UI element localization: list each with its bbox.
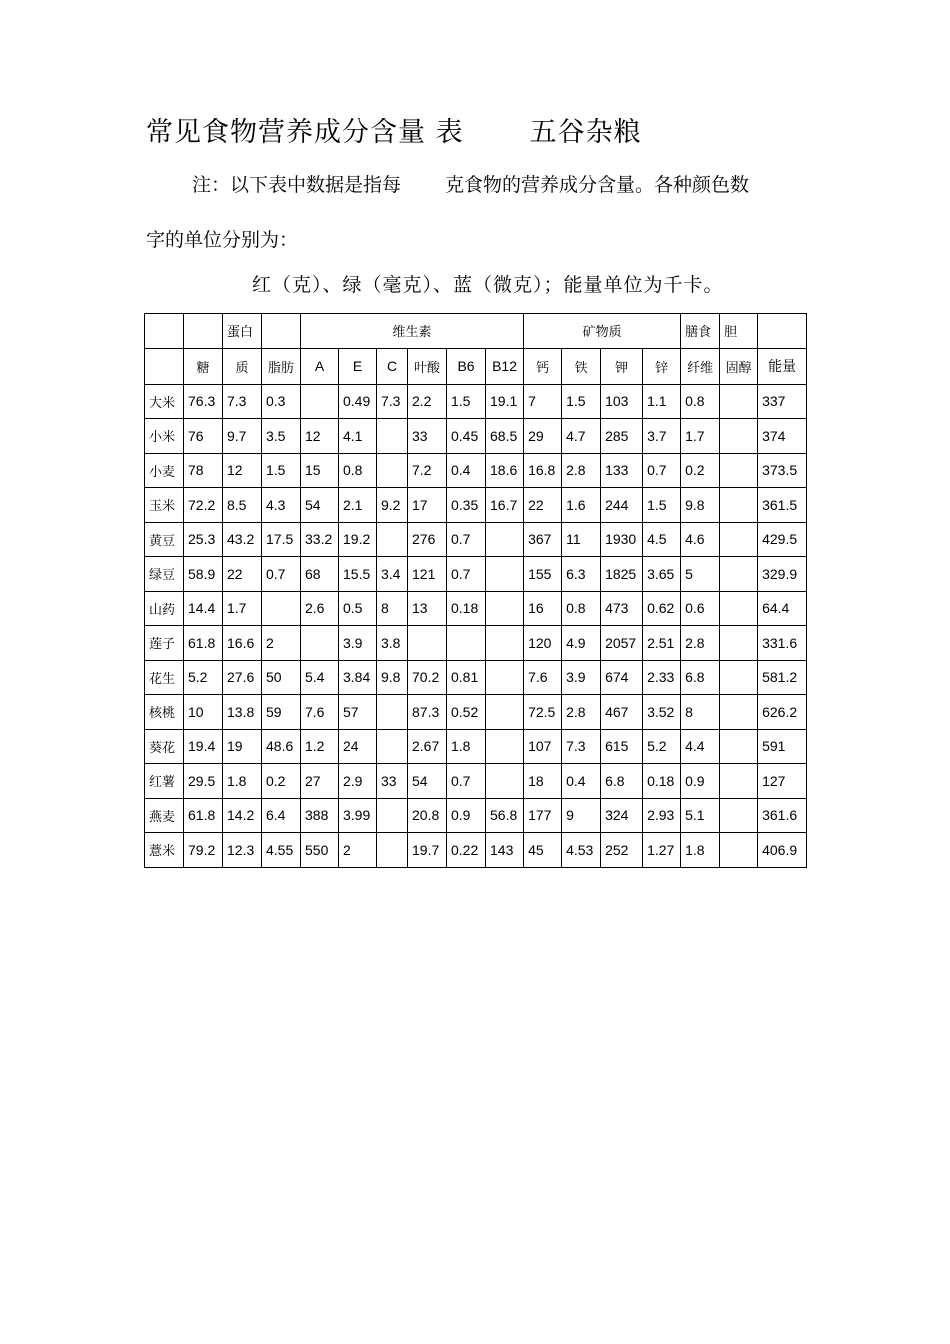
table-cell	[720, 557, 758, 592]
table-row	[145, 419, 807, 454]
table-cell: 0.81	[447, 660, 486, 695]
table-cell: 1.5	[262, 453, 301, 488]
table-cell: 27	[301, 764, 339, 799]
table-cell	[720, 384, 758, 419]
table-cell: 0.5	[339, 591, 377, 626]
header-minerals: 矿物质	[524, 314, 681, 349]
table-cell: 72.2	[184, 488, 223, 523]
table-cell: 22	[223, 557, 262, 592]
table-cell: 0.7	[447, 764, 486, 799]
table-cell: 5.2	[184, 660, 223, 695]
table-cell	[720, 591, 758, 626]
table-cell: 1.27	[643, 833, 681, 868]
table-cell: 33	[377, 764, 408, 799]
table-cell: 3.9	[562, 660, 601, 695]
table-cell: 8.5	[223, 488, 262, 523]
header-empty	[758, 314, 807, 349]
table-cell: 9.8	[681, 488, 720, 523]
table-cell: 4.6	[681, 522, 720, 557]
table-cell: 591	[758, 729, 807, 764]
table-cell: 58.9	[184, 557, 223, 592]
header-empty	[262, 314, 301, 349]
table-cell	[720, 522, 758, 557]
table-cell	[447, 626, 486, 661]
table-row	[145, 591, 807, 626]
table-cell	[720, 419, 758, 454]
table-cell: 12	[301, 419, 339, 454]
table-cell	[377, 833, 408, 868]
table-cell: 285	[601, 419, 643, 454]
table-cell: 1825	[601, 557, 643, 592]
table-cell: 19.4	[184, 729, 223, 764]
table-cell	[408, 626, 447, 661]
table-cell: 70.2	[408, 660, 447, 695]
table-cell: 0.7	[447, 522, 486, 557]
title-category: 五谷杂粮	[529, 117, 642, 148]
table-row	[145, 488, 807, 523]
table-cell: 45	[524, 833, 562, 868]
table-cell: 25.3	[184, 522, 223, 557]
table-cell: 0.8	[339, 453, 377, 488]
table-cell: 9.7	[223, 419, 262, 454]
table-cell: 103	[601, 384, 643, 419]
header-empty	[184, 314, 223, 349]
table-cell	[486, 660, 524, 695]
table-cell: 2	[339, 833, 377, 868]
food-name-cell: 大米	[145, 384, 184, 419]
table-cell: 6.4	[262, 798, 301, 833]
table-cell: 18	[524, 764, 562, 799]
table-cell: 361.5	[758, 488, 807, 523]
table-cell: 127	[758, 764, 807, 799]
table-cell: 7.2	[408, 453, 447, 488]
table-cell: 18.6	[486, 453, 524, 488]
table-cell: 14.2	[223, 798, 262, 833]
table-cell: 4.55	[262, 833, 301, 868]
food-name-cell: 黄豆	[145, 522, 184, 557]
table-cell: 19	[223, 729, 262, 764]
table-cell: 406.9	[758, 833, 807, 868]
table-cell: 6.8	[601, 764, 643, 799]
table-cell: 4.53	[562, 833, 601, 868]
food-name-cell: 葵花	[145, 729, 184, 764]
table-cell: 61.8	[184, 626, 223, 661]
table-cell: 13.8	[223, 695, 262, 730]
column-header: 脂肪	[262, 348, 301, 384]
table-cell: 2	[262, 626, 301, 661]
table-cell: 0.4	[562, 764, 601, 799]
table-cell: 331.6	[758, 626, 807, 661]
nutrition-table	[144, 313, 807, 868]
units-note: 红（克）、绿（毫克）、蓝（微克）；能量单位为千卡。	[252, 274, 724, 296]
table-cell: 252	[601, 833, 643, 868]
header-row-1	[145, 314, 807, 349]
table-cell	[301, 384, 339, 419]
table-cell: 3.9	[339, 626, 377, 661]
table-cell: 4.4	[681, 729, 720, 764]
food-name-cell: 山药	[145, 591, 184, 626]
table-cell: 388	[301, 798, 339, 833]
table-cell: 7.3	[562, 729, 601, 764]
table-cell: 3.52	[643, 695, 681, 730]
food-name-cell: 小麦	[145, 453, 184, 488]
table-cell	[262, 591, 301, 626]
column-header: C	[377, 348, 408, 384]
table-cell: 15.5	[339, 557, 377, 592]
table-cell: 2.8	[681, 626, 720, 661]
table-cell: 0.2	[681, 453, 720, 488]
table-cell: 337	[758, 384, 807, 419]
table-cell: 3.8	[377, 626, 408, 661]
table-cell	[720, 729, 758, 764]
table-cell: 59	[262, 695, 301, 730]
table-cell	[377, 695, 408, 730]
food-name-cell: 燕麦	[145, 798, 184, 833]
table-cell: 12	[223, 453, 262, 488]
note-line-1-part-b: 克食物的营养成分含量。各种颜色数	[445, 174, 750, 196]
table-cell: 1.1	[643, 384, 681, 419]
table-cell	[720, 626, 758, 661]
header-vitamins: 维生素	[301, 314, 524, 349]
table-cell: 78	[184, 453, 223, 488]
table-cell: 57	[339, 695, 377, 730]
table-row	[145, 384, 807, 419]
table-cell: 17.5	[262, 522, 301, 557]
page-title	[146, 110, 642, 149]
table-cell: 76	[184, 419, 223, 454]
table-cell: 0.7	[262, 557, 301, 592]
column-header: A	[301, 348, 339, 384]
food-name-cell: 莲子	[145, 626, 184, 661]
table-cell: 29	[524, 419, 562, 454]
table-cell: 68	[301, 557, 339, 592]
note-line-1	[192, 170, 749, 197]
table-row	[145, 833, 807, 868]
table-cell: 3.7	[643, 419, 681, 454]
table-cell: 2.8	[562, 695, 601, 730]
table-cell	[377, 522, 408, 557]
table-cell: 674	[601, 660, 643, 695]
table-cell: 13	[408, 591, 447, 626]
title-main: 常见食物营养成分含量 表	[146, 117, 464, 148]
table-cell: 16.6	[223, 626, 262, 661]
table-row	[145, 695, 807, 730]
table-row	[145, 729, 807, 764]
table-cell: 0.7	[447, 557, 486, 592]
table-cell: 16.7	[486, 488, 524, 523]
table-cell: 1.7	[681, 419, 720, 454]
table-cell: 3.4	[377, 557, 408, 592]
header-fiber-top: 膳食	[681, 314, 720, 349]
column-header: E	[339, 348, 377, 384]
table-cell: 3.65	[643, 557, 681, 592]
table-cell: 5.1	[681, 798, 720, 833]
table-cell: 19.7	[408, 833, 447, 868]
table-cell: 72.5	[524, 695, 562, 730]
table-cell: 324	[601, 798, 643, 833]
table-cell: 19.2	[339, 522, 377, 557]
table-cell: 19.1	[486, 384, 524, 419]
table-cell: 361.6	[758, 798, 807, 833]
table-cell: 2.67	[408, 729, 447, 764]
header-protein-top: 蛋白	[223, 314, 262, 349]
column-header: 质	[223, 348, 262, 384]
food-name-cell: 玉米	[145, 488, 184, 523]
table-cell: 5.2	[643, 729, 681, 764]
table-cell: 367	[524, 522, 562, 557]
column-header: 钾	[601, 348, 643, 384]
table-cell: 0.8	[562, 591, 601, 626]
table-cell: 155	[524, 557, 562, 592]
table-cell	[720, 833, 758, 868]
table-cell: 276	[408, 522, 447, 557]
header-empty	[145, 348, 184, 384]
table-cell: 467	[601, 695, 643, 730]
table-cell: 3.99	[339, 798, 377, 833]
table-cell: 0.49	[339, 384, 377, 419]
table-cell: 0.4	[447, 453, 486, 488]
table-cell: 121	[408, 557, 447, 592]
table-cell: 0.2	[262, 764, 301, 799]
table-cell: 550	[301, 833, 339, 868]
table-cell: 33.2	[301, 522, 339, 557]
table-cell	[486, 729, 524, 764]
header-empty	[145, 314, 184, 349]
table-cell: 7.3	[223, 384, 262, 419]
table-cell: 0.7	[643, 453, 681, 488]
food-name-cell: 绿豆	[145, 557, 184, 592]
table-cell: 17	[408, 488, 447, 523]
food-name-cell: 小米	[145, 419, 184, 454]
table-row	[145, 557, 807, 592]
table-cell: 33	[408, 419, 447, 454]
table-cell: 1.5	[643, 488, 681, 523]
table-cell: 0.3	[262, 384, 301, 419]
table-cell: 329.9	[758, 557, 807, 592]
table-cell: 0.18	[447, 591, 486, 626]
table-cell: 9	[562, 798, 601, 833]
table-cell: 68.5	[486, 419, 524, 454]
table-cell: 16.8	[524, 453, 562, 488]
table-cell: 4.9	[562, 626, 601, 661]
table-cell: 56.8	[486, 798, 524, 833]
table-cell: 615	[601, 729, 643, 764]
table-cell: 24	[339, 729, 377, 764]
table-cell: 143	[486, 833, 524, 868]
table-cell: 107	[524, 729, 562, 764]
table-cell: 0.6	[681, 591, 720, 626]
table-cell: 1.7	[223, 591, 262, 626]
note-line-2: 字的单位分别为：	[146, 229, 299, 251]
food-name-cell: 核桃	[145, 695, 184, 730]
table-cell: 9.8	[377, 660, 408, 695]
table-cell: 3.84	[339, 660, 377, 695]
food-name-cell: 红薯	[145, 764, 184, 799]
table-cell: 0.22	[447, 833, 486, 868]
table-cell: 4.1	[339, 419, 377, 454]
table-cell: 1930	[601, 522, 643, 557]
header-cholesterol-top: 胆	[720, 314, 758, 349]
table-cell	[377, 729, 408, 764]
column-header: 叶酸	[408, 348, 447, 384]
table-cell	[486, 695, 524, 730]
table-cell	[720, 453, 758, 488]
table-cell: 54	[408, 764, 447, 799]
table-cell: 12.3	[223, 833, 262, 868]
table-cell: 177	[524, 798, 562, 833]
table-cell: 0.9	[447, 798, 486, 833]
table-cell: 43.2	[223, 522, 262, 557]
table-cell: 473	[601, 591, 643, 626]
table-cell: 7	[524, 384, 562, 419]
table-cell	[377, 419, 408, 454]
table-cell: 7.6	[301, 695, 339, 730]
table-cell: 54	[301, 488, 339, 523]
table-cell: 2057	[601, 626, 643, 661]
table-cell	[720, 660, 758, 695]
table-cell	[486, 557, 524, 592]
table-row	[145, 764, 807, 799]
table-cell: 8	[681, 695, 720, 730]
table-cell: 0.52	[447, 695, 486, 730]
table-cell: 1.2	[301, 729, 339, 764]
table-cell: 5	[681, 557, 720, 592]
table-cell: 15	[301, 453, 339, 488]
column-header: 纤维	[681, 348, 720, 384]
table-cell: 374	[758, 419, 807, 454]
column-header: B12	[486, 348, 524, 384]
table-cell: 22	[524, 488, 562, 523]
table-cell: 8	[377, 591, 408, 626]
table-cell	[486, 626, 524, 661]
column-header: 能量	[758, 348, 807, 384]
table-cell: 2.6	[301, 591, 339, 626]
table-cell: 2.51	[643, 626, 681, 661]
table-cell: 9.2	[377, 488, 408, 523]
table-cell: 0.45	[447, 419, 486, 454]
table-cell: 0.8	[681, 384, 720, 419]
table-cell	[486, 591, 524, 626]
table-cell: 5.4	[301, 660, 339, 695]
note-line-1-part-a: 注：以下表中数据是指每	[192, 174, 402, 196]
table-row	[145, 522, 807, 557]
table-cell	[720, 798, 758, 833]
table-row	[145, 453, 807, 488]
table-cell: 29.5	[184, 764, 223, 799]
table-cell: 2.33	[643, 660, 681, 695]
table-cell: 0.35	[447, 488, 486, 523]
table-cell: 1.5	[562, 384, 601, 419]
food-name-cell: 薏米	[145, 833, 184, 868]
table-cell: 27.6	[223, 660, 262, 695]
table-cell: 64.4	[758, 591, 807, 626]
table-cell: 1.8	[681, 833, 720, 868]
table-cell: 11	[562, 522, 601, 557]
table-cell	[377, 453, 408, 488]
table-row	[145, 798, 807, 833]
table-cell	[486, 764, 524, 799]
column-header: 糖	[184, 348, 223, 384]
table-cell: 0.9	[681, 764, 720, 799]
food-name-cell: 花生	[145, 660, 184, 695]
table-cell: 76.3	[184, 384, 223, 419]
table-cell: 2.2	[408, 384, 447, 419]
table-cell: 6.3	[562, 557, 601, 592]
table-cell: 0.62	[643, 591, 681, 626]
table-cell: 133	[601, 453, 643, 488]
table-cell: 1.8	[223, 764, 262, 799]
table-cell: 0.18	[643, 764, 681, 799]
table-cell: 16	[524, 591, 562, 626]
column-header: 铁	[562, 348, 601, 384]
column-header: 锌	[643, 348, 681, 384]
table-cell: 2.9	[339, 764, 377, 799]
table-cell	[720, 488, 758, 523]
table-cell: 1.6	[562, 488, 601, 523]
table-cell	[486, 522, 524, 557]
table-cell	[720, 695, 758, 730]
table-cell: 10	[184, 695, 223, 730]
table-cell: 2.93	[643, 798, 681, 833]
header-row-2	[145, 348, 807, 384]
table-cell: 87.3	[408, 695, 447, 730]
table-cell: 429.5	[758, 522, 807, 557]
column-header: 固醇	[720, 348, 758, 384]
column-header: B6	[447, 348, 486, 384]
table-cell	[301, 626, 339, 661]
table-cell: 50	[262, 660, 301, 695]
table-cell: 120	[524, 626, 562, 661]
table-cell: 2.1	[339, 488, 377, 523]
table-cell: 20.8	[408, 798, 447, 833]
table-cell: 581.2	[758, 660, 807, 695]
table-cell	[720, 764, 758, 799]
table-cell: 4.5	[643, 522, 681, 557]
table-cell: 6.8	[681, 660, 720, 695]
table-cell: 244	[601, 488, 643, 523]
table-cell: 14.4	[184, 591, 223, 626]
table-cell: 48.6	[262, 729, 301, 764]
table-cell: 61.8	[184, 798, 223, 833]
table-cell: 79.2	[184, 833, 223, 868]
column-header: 钙	[524, 348, 562, 384]
table-cell: 4.3	[262, 488, 301, 523]
table-cell: 7.3	[377, 384, 408, 419]
table-cell: 373.5	[758, 453, 807, 488]
table-cell	[377, 798, 408, 833]
table-cell: 7.6	[524, 660, 562, 695]
table-cell: 2.8	[562, 453, 601, 488]
table-row	[145, 660, 807, 695]
table-cell: 3.5	[262, 419, 301, 454]
table-cell: 626.2	[758, 695, 807, 730]
table-cell: 1.5	[447, 384, 486, 419]
table-cell: 1.8	[447, 729, 486, 764]
table-row	[145, 626, 807, 661]
table-cell: 4.7	[562, 419, 601, 454]
